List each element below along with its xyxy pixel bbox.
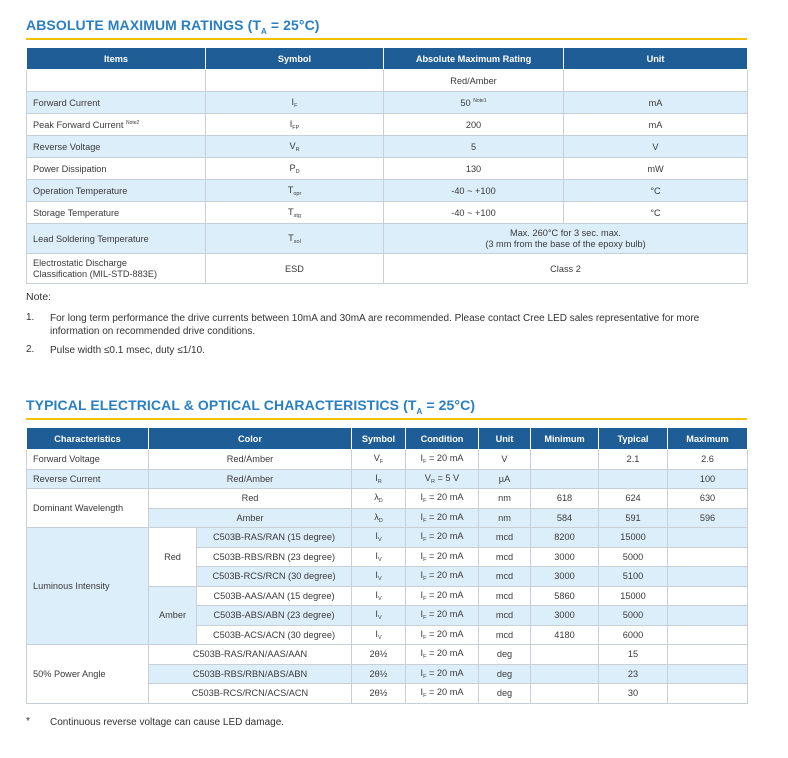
col-header: Unit — [479, 428, 531, 450]
symbol-cell: 2θ½ — [352, 684, 406, 704]
part-cell: C503B-ACS/ACN (30 degree) — [197, 625, 352, 645]
symbol-cell: $I_V$ — [352, 606, 406, 626]
table-row — [27, 158, 748, 180]
color-group-cell: Amber — [149, 586, 197, 645]
max-cell: 2.6 — [668, 450, 748, 470]
unit-cell: deg — [479, 645, 531, 665]
symbol-cell: ESD — [206, 254, 384, 284]
char-cell: 50% Power Angle — [27, 645, 149, 704]
condition-cell: $I_F = 20$ mA — [406, 664, 479, 684]
min-cell: 5860 — [531, 586, 599, 606]
unit-cell: mA — [564, 114, 748, 136]
typ-cell: 2.1 — [599, 450, 668, 470]
max-cell — [668, 625, 748, 645]
note-heading: Note: — [26, 291, 52, 303]
col-header: Absolute Maximum Rating — [384, 48, 564, 70]
condition-cell: $I_F = 20$ mA — [406, 450, 479, 470]
max-cell — [668, 528, 748, 548]
min-cell: 584 — [531, 508, 599, 528]
note-item: 1. For long term performance the drive currents between 10mA and 30mA are recommended. Please contact Cree LED sales representative for more information on recommended drive conditions. — [26, 312, 700, 337]
part-cell: C503B-RCS/RCN (30 degree) — [197, 567, 352, 587]
symbol-cell: $I_V$ — [352, 625, 406, 645]
unit-cell: V — [564, 136, 748, 158]
char-cell: Dominant Wavelength — [27, 489, 149, 528]
char-cell: Reverse Current — [27, 469, 149, 489]
typ-cell: 23 — [599, 664, 668, 684]
max-cell: 596 — [668, 508, 748, 528]
item-cell: Storage Temperature — [27, 202, 206, 224]
color-cell: Red/Amber — [149, 469, 352, 489]
col-header: Minimum — [531, 428, 599, 450]
min-cell — [531, 684, 599, 704]
col-header: Typical — [599, 428, 668, 450]
unit-cell: deg — [479, 684, 531, 704]
symbol-cell: $\lambda_D$ — [352, 489, 406, 509]
symbol-cell: $I_V$ — [352, 547, 406, 567]
symbol-cell: $V_R$ — [206, 136, 384, 158]
min-cell: 3000 — [531, 547, 599, 567]
typ-cell — [599, 469, 668, 489]
condition-cell: $I_F = 20$ mA — [406, 645, 479, 665]
unit-cell: mcd — [479, 586, 531, 606]
typ-cell: 15000 — [599, 528, 668, 548]
color-cell: Amber — [149, 508, 352, 528]
part-cell: C503B-RAS/RAN (15 degree) — [197, 528, 352, 548]
min-cell — [531, 450, 599, 470]
rating-cell: -40 ~ +100 — [384, 180, 564, 202]
min-cell — [531, 469, 599, 489]
rating-cell: -40 ~ +100 — [384, 202, 564, 224]
color-cell: Red/Amber — [149, 450, 352, 470]
abs-max-title: ABSOLUTE MAXIMUM RATINGS $(T_A = 25^\circ C)$ — [26, 17, 320, 36]
symbol-cell: $I_V$ — [352, 567, 406, 587]
symbol-cell: $V_F$ — [352, 450, 406, 470]
min-cell: 8200 — [531, 528, 599, 548]
item-cell: Reverse Voltage — [27, 136, 206, 158]
table-row — [27, 114, 748, 136]
table-row — [27, 92, 748, 114]
symbol-cell: $T_{opr}$ — [206, 180, 384, 202]
symbol-cell: $I_V$ — [352, 528, 406, 548]
typ-cell: 624 — [599, 489, 668, 509]
col-header: Unit — [564, 48, 748, 70]
symbol-cell: $I_V$ — [352, 586, 406, 606]
symbol-cell: $I_{FP}$ — [206, 114, 384, 136]
condition-cell: $I_F = 20$ mA — [406, 606, 479, 626]
symbol-cell: $I_R$ — [352, 469, 406, 489]
typ-cell: 30 — [599, 684, 668, 704]
part-cell: C503B-AAS/AAN (15 degree) — [197, 586, 352, 606]
rating-cell: 5 — [384, 136, 564, 158]
item-cell: Forward Current — [27, 92, 206, 114]
max-cell — [668, 645, 748, 665]
min-cell — [531, 645, 599, 665]
note-item: 2. Pulse width ≤0.1 msec, duty ≤1/10. — [26, 344, 205, 356]
table-row — [27, 469, 748, 489]
part-cell: C503B-ABS/ABN (23 degree) — [197, 606, 352, 626]
part-cell: C503B-RBS/RBN/ABS/ABN — [149, 664, 352, 684]
max-cell — [668, 586, 748, 606]
unit-cell: mA — [564, 92, 748, 114]
unit-cell: deg — [479, 664, 531, 684]
char-cell: Luminous Intensity — [27, 528, 149, 645]
char-cell: Forward Voltage — [27, 450, 149, 470]
unit-cell: °C — [564, 180, 748, 202]
rating-cell: 130 — [384, 158, 564, 180]
condition-cell: $I_F = 20$ mA — [406, 684, 479, 704]
symbol-cell: $\lambda_D$ — [352, 508, 406, 528]
col-header: Symbol — [352, 428, 406, 450]
unit-cell: nm — [479, 489, 531, 509]
symbol-cell: $I_F$ — [206, 92, 384, 114]
typ-char-table — [26, 427, 748, 704]
symbol-cell: 2θ½ — [352, 664, 406, 684]
rating-cell: 200 — [384, 114, 564, 136]
item-cell: Lead Soldering Temperature — [27, 224, 206, 254]
min-cell: 3000 — [531, 606, 599, 626]
typ-char-title: TYPICAL ELECTRICAL & OPTICAL CHARACTERISTICS $(T_A = 25^\circ C)$ — [26, 397, 476, 416]
max-cell: 100 — [668, 469, 748, 489]
rating-cell: Class 2 — [384, 254, 748, 284]
unit-cell: mcd — [479, 606, 531, 626]
part-cell: C503B-RAS/RAN/AAS/AAN — [149, 645, 352, 665]
max-cell — [668, 606, 748, 626]
typ-cell: 15000 — [599, 586, 668, 606]
symbol-cell: $T_{sol}$ — [206, 224, 384, 254]
table-header-row — [27, 48, 748, 70]
part-cell: C503B-RBS/RBN (23 degree) — [197, 547, 352, 567]
min-cell: 4180 — [531, 625, 599, 645]
table-row — [27, 70, 748, 92]
item-cell: Power Dissipation — [27, 158, 206, 180]
symbol-cell: $T_{stg}$ — [206, 202, 384, 224]
unit-cell: mcd — [479, 547, 531, 567]
min-cell — [531, 664, 599, 684]
table-row — [27, 450, 748, 470]
condition-cell: $I_F = 20$ mA — [406, 489, 479, 509]
unit-cell: µA — [479, 469, 531, 489]
condition-cell: $I_F = 20$ mA — [406, 508, 479, 528]
col-header: Color — [149, 428, 352, 450]
item-cell: Peak Forward Current $^{Note2}$ — [27, 114, 206, 136]
typ-cell: 5100 — [599, 567, 668, 587]
table-row — [27, 136, 748, 158]
typ-cell: 6000 — [599, 625, 668, 645]
col-header: Items — [27, 48, 206, 70]
condition-cell: $I_F = 20$ mA — [406, 567, 479, 587]
condition-cell: $I_F = 20$ mA — [406, 625, 479, 645]
table-row — [27, 645, 748, 665]
unit-cell: nm — [479, 508, 531, 528]
min-cell: 618 — [531, 489, 599, 509]
typ-cell: 591 — [599, 508, 668, 528]
color-group-cell: Red — [149, 528, 197, 587]
min-cell: 3000 — [531, 567, 599, 587]
max-cell: 630 — [668, 489, 748, 509]
unit-cell: mcd — [479, 567, 531, 587]
max-cell — [668, 567, 748, 587]
col-header: Symbol — [206, 48, 384, 70]
typ-cell: 5000 — [599, 606, 668, 626]
typ-cell: 5000 — [599, 547, 668, 567]
item-cell: Operation Temperature — [27, 180, 206, 202]
table-row — [27, 180, 748, 202]
max-cell — [668, 684, 748, 704]
symbol-cell: $P_D$ — [206, 158, 384, 180]
max-cell — [668, 664, 748, 684]
unit-cell: mcd — [479, 625, 531, 645]
section-rule — [26, 418, 747, 420]
unit-cell: mW — [564, 158, 748, 180]
table-row — [27, 489, 748, 509]
table-row — [27, 224, 748, 254]
section-rule — [26, 38, 747, 40]
table-row — [27, 528, 748, 548]
item-cell: Electrostatic Discharge Classification (MIL-STD-883E) — [27, 254, 206, 284]
condition-cell: $I_F = 20$ mA — [406, 586, 479, 606]
typ-cell: 15 — [599, 645, 668, 665]
unit-cell: mcd — [479, 528, 531, 548]
rating-cell: Max. 260°C for 3 sec. max. (3 mm from the base of the epoxy bulb) — [384, 224, 748, 254]
color-cell: Red — [149, 489, 352, 509]
col-header: Maximum — [668, 428, 748, 450]
col-header: Condition — [406, 428, 479, 450]
max-cell — [668, 547, 748, 567]
table-row — [27, 202, 748, 224]
col-header: Characteristics — [27, 428, 149, 450]
part-cell: C503B-RCS/RCN/ACS/ACN — [149, 684, 352, 704]
condition-cell: $V_R = 5$ V — [406, 469, 479, 489]
footnote: * Continuous reverse voltage can cause LED damage. — [26, 716, 285, 728]
table-row — [27, 254, 748, 284]
condition-cell: $I_F = 20$ mA — [406, 547, 479, 567]
condition-cell: $I_F = 20$ mA — [406, 528, 479, 548]
unit-cell: °C — [564, 202, 748, 224]
rating-cell: 50 $^{Note1}$ — [384, 92, 564, 114]
symbol-cell: 2θ½ — [352, 645, 406, 665]
table-header-row — [27, 428, 748, 450]
subheader-cell: Red/Amber — [384, 70, 564, 92]
unit-cell: V — [479, 450, 531, 470]
abs-max-table — [26, 47, 748, 284]
